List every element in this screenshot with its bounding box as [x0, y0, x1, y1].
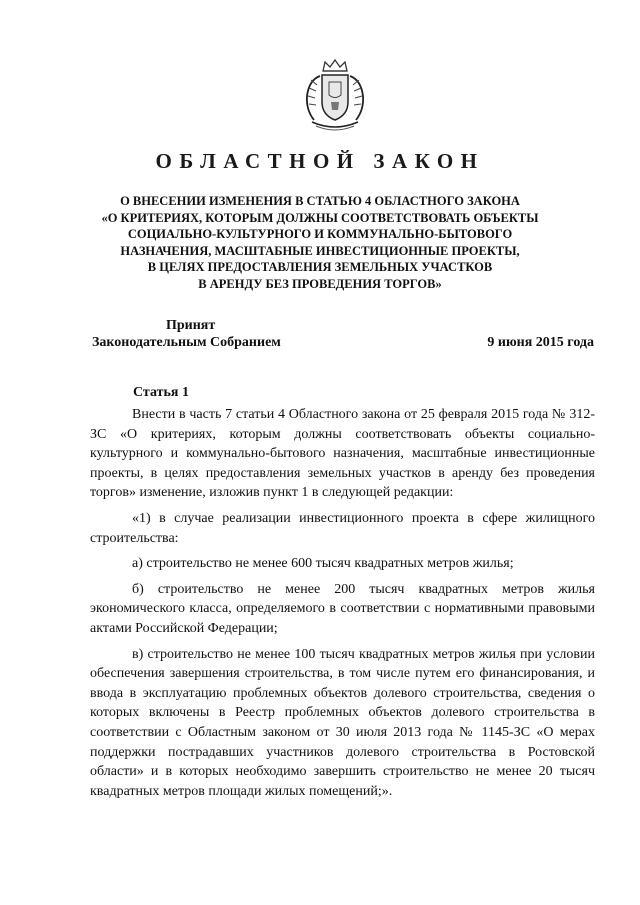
adopted-by: Законодательным Собранием	[92, 335, 281, 350]
document-title: ОБЛАСТНОЙ ЗАКОН	[155, 149, 485, 173]
law-name-line: О ВНЕСЕНИИ ИЗМЕНЕНИЯ В СТАТЬЮ 4 ОБЛАСТНОГО ЗАКОНА	[120, 194, 520, 208]
law-name-line: СОЦИАЛЬНО-КУЛЬТУРНОГО И КОММУНАЛЬНО-БЫТОВОГО	[127, 227, 513, 242]
law-name-line: В ЦЕЛЯХ ПРЕДОСТАВЛЕНИЯ ЗЕМЕЛЬНЫХ УЧАСТКОВ	[147, 260, 493, 275]
article-paragraph: «1) в случае реализации инвестиционного проекта в сфере жилищного строительства:	[90, 510, 595, 546]
coat-of-arms-icon	[302, 58, 368, 134]
article-paragraph: в) строительство не менее 100 тысяч квадратных метров жилья при условии обеспечения завершения строительства, в том числе путем его финансирования, и ввода в эксплуатацию проблемных объектов долевого строительства, сведения о которых включены в Реестр проблемных объектов долевого строительства в соответствии с Областным законом от 30 июля 2013 года № 1145-ЗС «О мерах поддержки пострадавших участников долевого строительства в Ростовской области» и в которых необходимо завершить строительство не менее 20 тысяч квадратных метров площади жилых помещений;».	[90, 646, 595, 799]
article-paragraph: а) строительство не менее 600 тысяч квадратных метров жилья;	[132, 556, 514, 572]
article-body	[90, 405, 595, 807]
article-paragraph: Внести в часть 7 статьи 4 Областного закона от 25 февраля 2015 года № 312-ЗС «О критериях, которым должны соответствовать объекты социально-культурного и коммунально-бытового назначения, масштабные инвестиционные проекты, в целях предоставления земельных участков в аренду без проведения торгов» изменение, изложив пункт 1 в следующей редакции:	[90, 407, 595, 501]
article-heading: Статья 1	[133, 385, 189, 400]
article-paragraph: б) строительство не менее 200 тысяч квадратных метров жилья экономического класса, определяемого в соответствии с нормативными правовыми актами Российской Федерации;	[90, 581, 595, 636]
law-name	[80, 193, 560, 293]
law-name-line: В АРЕНДУ БЕЗ ПРОВЕДЕНИЯ ТОРГОВ»	[198, 276, 442, 291]
law-name-line: НАЗНАЧЕНИЯ, МАСШТАБНЫЕ ИНВЕСТИЦИОННЫЕ ПРОЕКТЫ,	[120, 243, 520, 258]
adopted-label: Принят	[166, 318, 216, 333]
law-name-line: «О КРИТЕРИЯХ, КОТОРЫМ ДОЛЖНЫ СООТВЕТСТВОВАТЬ ОБЪЕКТЫ	[101, 210, 539, 225]
adoption-date: 9 июня 2015 года	[487, 335, 594, 350]
